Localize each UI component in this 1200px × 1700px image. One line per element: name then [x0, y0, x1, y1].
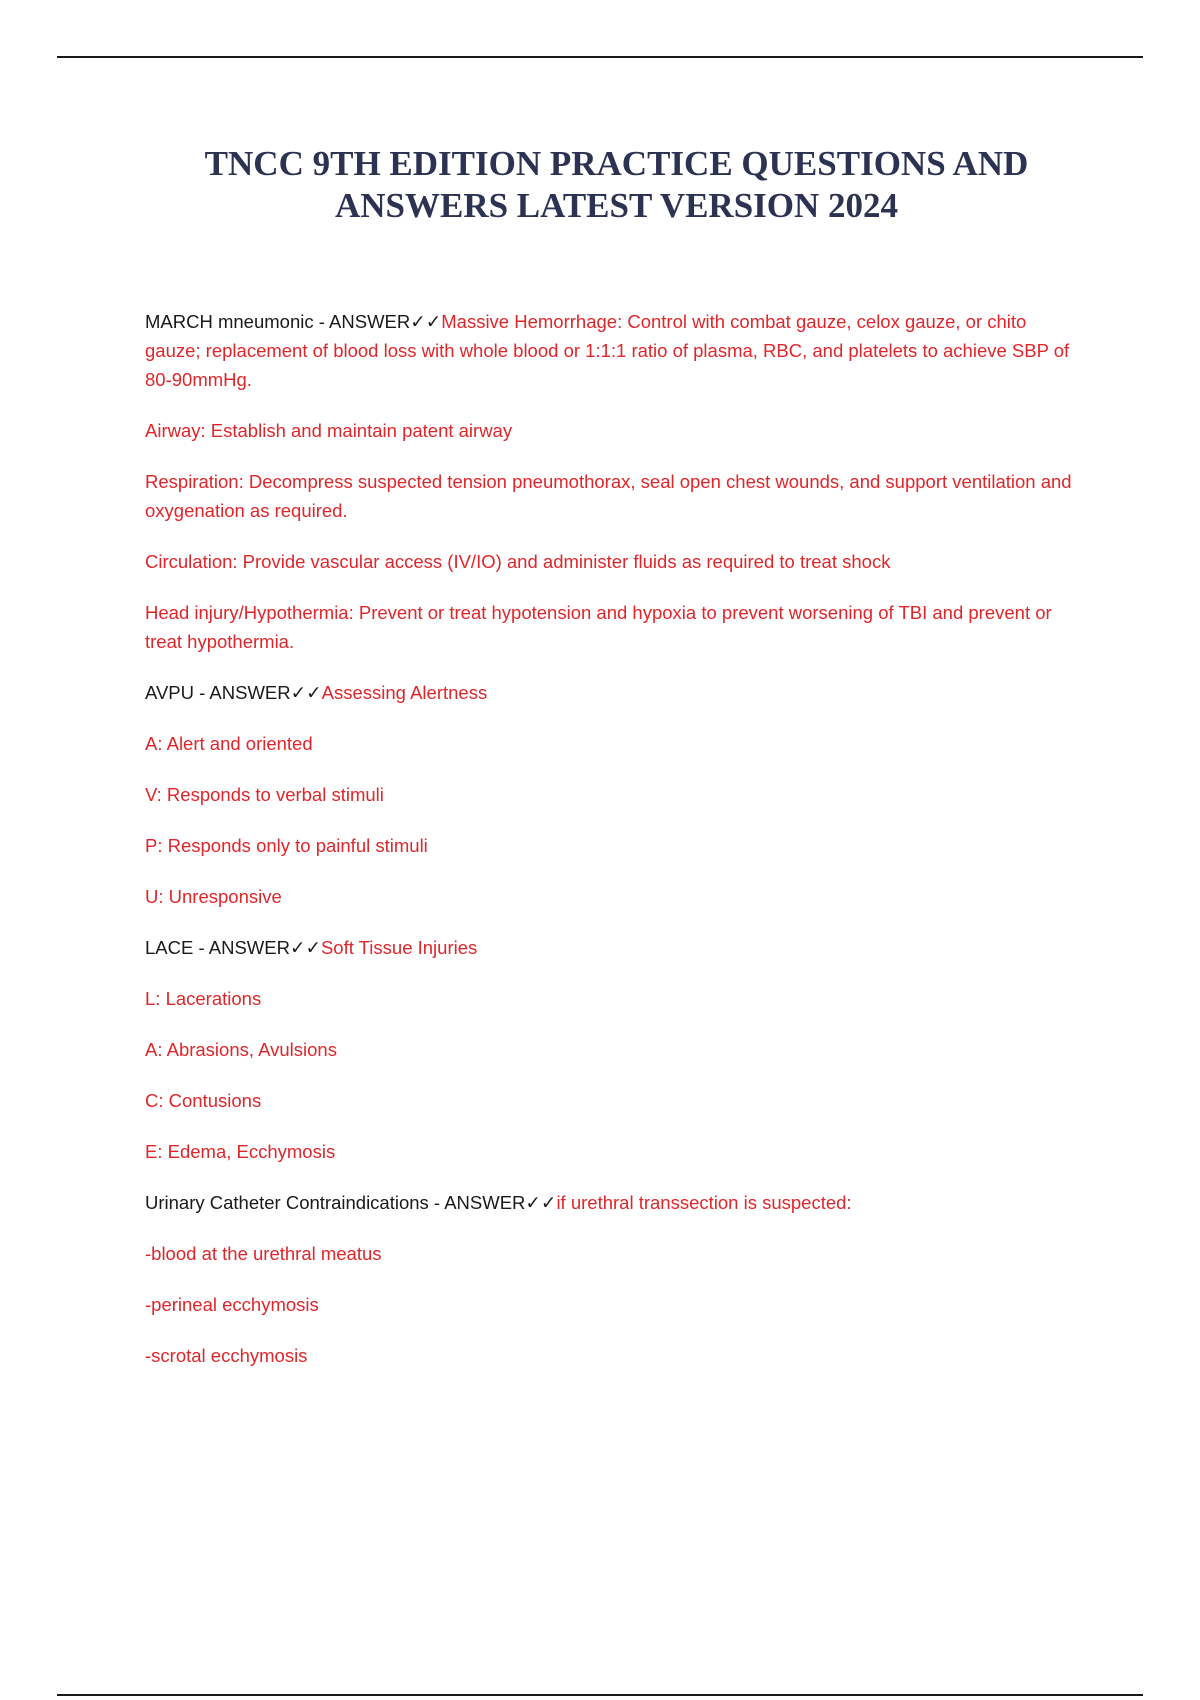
answer-text: Assessing Alertness [321, 682, 488, 703]
answer-detail: L: Lacerations [145, 988, 262, 1009]
check-mark-icon: ✓✓ [289, 937, 321, 958]
answer-detail: -scrotal ecchymosis [145, 1345, 308, 1366]
question-answer-item [145, 678, 1075, 707]
answer-text: Soft Tissue Injuries [320, 937, 478, 958]
answer-marker: - ANSWER [428, 1192, 526, 1213]
question-text: MARCH mneumonic [145, 311, 314, 332]
answer-detail: E: Edema, Ecchymosis [145, 1141, 336, 1162]
answer-detail: Head injury/Hypothermia: Prevent or treat hypotension and hypoxia to prevent worsening of TBI and prevent or treat hypothermia. [145, 602, 1052, 652]
answer-text: if urethral transsection is suspected: [556, 1192, 852, 1213]
answer-detail: -perineal ecchymosis [145, 1294, 319, 1315]
answer-detail: A: Alert and oriented [145, 733, 313, 754]
bottom-rule [57, 1694, 1143, 1696]
answer-detail: P: Responds only to painful stimuli [145, 835, 428, 856]
question-text: AVPU [145, 682, 195, 703]
answer-text: Massive Hemorrhage: Control with combat gauze, celox gauze, or chito gauze; replacement of blood loss with whole blood or 1:1:1 ratio of plasma, RBC, and platelets to achieve SBP of 80-90mmHg. [145, 311, 1070, 390]
question-answer-item [145, 1188, 1075, 1217]
answer-marker: - ANSWER [193, 937, 290, 958]
title-line-2: ANSWERS LATEST VERSION 2024 [334, 186, 899, 225]
answer-detail: -blood at the urethral meatus [145, 1243, 382, 1264]
answer-marker: - ANSWER [194, 682, 291, 703]
check-mark-icon: ✓✓ [290, 682, 322, 703]
answer-detail: Circulation: Provide vascular access (IV/IO) and administer fluids as required to treat shock [145, 551, 891, 572]
answer-detail: Airway: Establish and maintain patent airway [145, 420, 513, 441]
answer-detail: V: Responds to verbal stimuli [145, 784, 384, 805]
answer-detail: Respiration: Decompress suspected tension pneumothorax, seal open chest wounds, and support ventilation and oxygenation as required. [145, 471, 1072, 521]
answer-detail: C: Contusions [145, 1090, 262, 1111]
answer-detail: U: Unresponsive [145, 886, 282, 907]
question-text: Urinary Catheter Contraindications [145, 1192, 429, 1213]
question-text: LACE [145, 937, 194, 958]
question-answer-item [145, 933, 1075, 962]
check-mark-icon: ✓✓ [410, 311, 442, 332]
question-answer-item [145, 307, 1075, 394]
answer-marker: - ANSWER [313, 311, 411, 332]
qa-content [145, 307, 1075, 1392]
top-rule [57, 56, 1143, 58]
answer-detail: A: Abrasions, Avulsions [145, 1039, 337, 1060]
title-line-1: TNCC 9TH EDITION PRACTICE QUESTIONS AND [204, 144, 1029, 183]
document-title [120, 143, 1113, 227]
check-mark-icon: ✓✓ [525, 1192, 557, 1213]
